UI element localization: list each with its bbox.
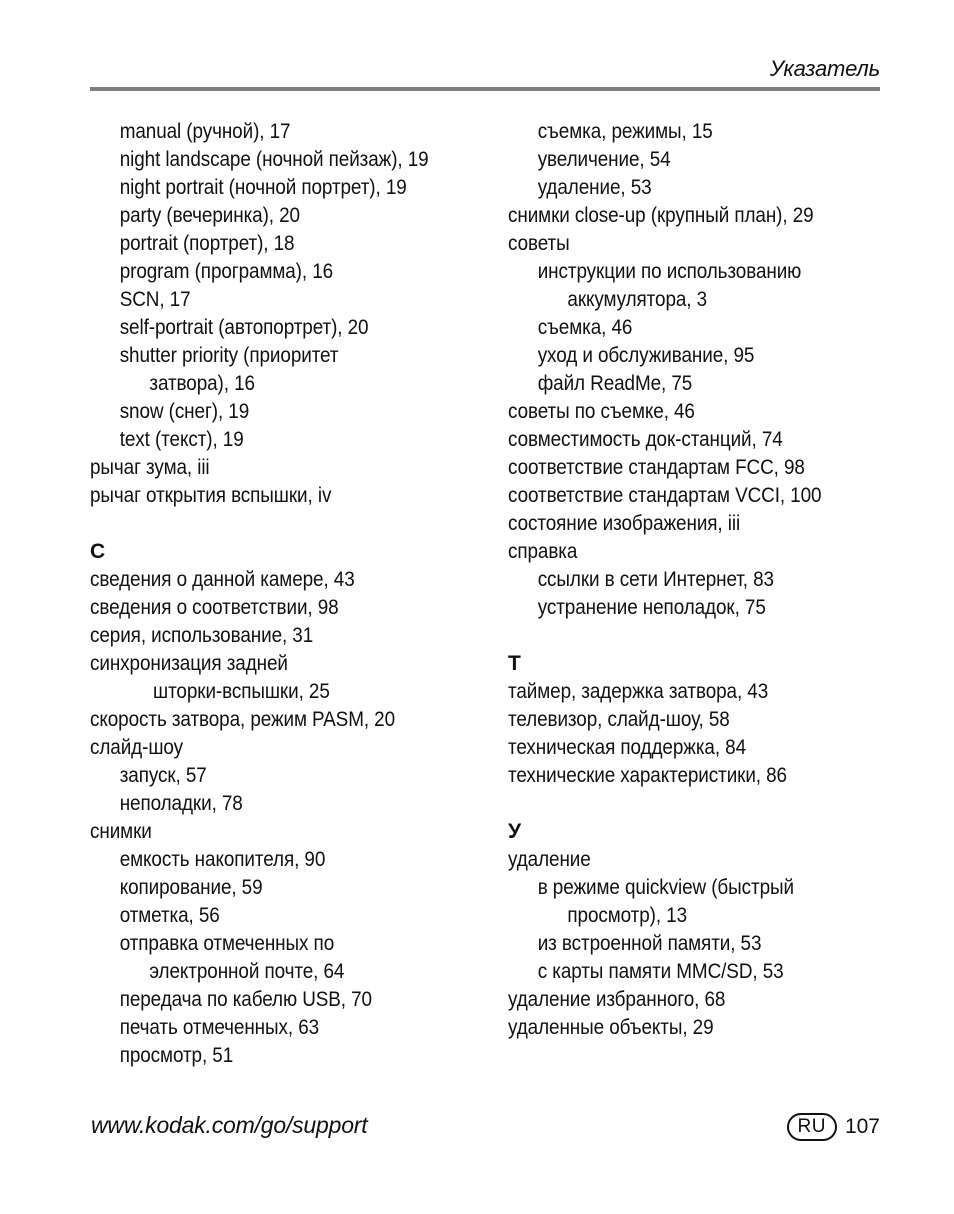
index-subentry: удаление, 53 — [537, 176, 652, 199]
index-entry: сведения о данной камере, 43 — [90, 568, 355, 591]
index-subentry: неполадки, 78 — [119, 792, 243, 815]
index-subentry: отправка отмеченных по — [119, 932, 335, 955]
index-entry: серия, использование, 31 — [90, 624, 314, 647]
index-subentry: съемка, режимы, 15 — [537, 120, 713, 143]
index-subentry: из встроенной памяти, 53 — [537, 932, 762, 955]
index-subentry: увеличение, 54 — [537, 148, 671, 171]
index-entry: удаленные объекты, 29 — [508, 1016, 714, 1039]
index-entry: справка — [508, 540, 578, 563]
index-entry: рычаг открытия вспышки, iv — [90, 484, 332, 507]
index-subentry: отметка, 56 — [119, 904, 220, 927]
index-subentry: portrait (портрет), 18 — [119, 232, 295, 255]
index-entry: состояние изображения, iii — [508, 512, 741, 535]
index-subentry: ссылки в сети Интернет, 83 — [537, 568, 774, 591]
index-entry: удаление — [508, 848, 591, 871]
index-subentry: SCN, 17 — [119, 288, 191, 311]
index-subentry: емкость накопителя, 90 — [119, 848, 326, 871]
index-subentry: устранение неполадок, 75 — [537, 596, 766, 619]
index-entry: снимки — [90, 820, 152, 843]
index-entry: соответствие стандартам FCC, 98 — [508, 456, 805, 479]
language-badge: RU — [787, 1113, 837, 1141]
index-entry: таймер, задержка затвора, 43 — [508, 680, 769, 703]
index-entry: удаление избранного, 68 — [508, 988, 726, 1011]
index-subentry: печать отмеченных, 63 — [119, 1016, 320, 1039]
index-subentry: файл ReadMe, 75 — [537, 372, 693, 395]
index-subentry: аккумулятора, 3 — [567, 288, 708, 311]
running-header: Указатель — [769, 56, 880, 81]
index-subentry: в режиме quickview (быстрый — [537, 876, 794, 899]
index-subentry: передача по кабелю USB, 70 — [119, 988, 372, 1011]
index-entry: рычаг зума, iii — [90, 456, 210, 479]
index-subentry: night portrait (ночной портрет), 19 — [119, 176, 407, 199]
index-entry: техническая поддержка, 84 — [508, 736, 747, 759]
index-subentry: manual (ручной), 17 — [119, 120, 291, 143]
index-entry: соответствие стандартам VCCI, 100 — [508, 484, 822, 507]
index-subentry: snow (снег), 19 — [119, 400, 250, 423]
index-entry: синхронизация задней — [90, 652, 288, 675]
index-entry: совместимость док-станций, 74 — [508, 428, 783, 451]
index-entry: снимки close-up (крупный план), 29 — [508, 204, 814, 227]
index-entry: слайд-шоу — [90, 736, 183, 759]
index-subentry: уход и обслуживание, 95 — [537, 344, 755, 367]
header-divider — [90, 87, 880, 91]
index-subentry: шторки-вспышки, 25 — [153, 680, 330, 703]
index-entry: советы — [508, 232, 570, 255]
section-letter: У — [508, 820, 522, 843]
index-entry: технические характеристики, 86 — [508, 764, 787, 787]
index-entry: сведения о соответствии, 98 — [90, 596, 339, 619]
index-subentry: электронной почте, 64 — [149, 960, 345, 983]
page-number: 107 — [844, 1115, 880, 1138]
index-entry: советы по съемке, 46 — [508, 400, 695, 423]
support-url: www.kodak.com/go/support — [91, 1112, 368, 1138]
index-entry: телевизор, слайд-шоу, 58 — [508, 708, 730, 731]
section-letter: С — [90, 540, 106, 563]
index-subentry: party (вечеринка), 20 — [119, 204, 300, 227]
index-subentry: просмотр), 13 — [567, 904, 688, 927]
index-subentry: затвора), 16 — [149, 372, 255, 395]
index-subentry: text (текст), 19 — [119, 428, 244, 451]
index-subentry: просмотр, 51 — [119, 1044, 234, 1067]
index-subentry: self-portrait (автопортрет), 20 — [119, 316, 369, 339]
index-subentry: night landscape (ночной пейзаж), 19 — [119, 148, 429, 171]
page-footer-right — [787, 1113, 881, 1141]
index-column-right — [508, 118, 888, 1042]
index-entry: скорость затвора, режим PASM, 20 — [90, 708, 396, 731]
index-subentry: запуск, 57 — [119, 764, 207, 787]
index-subentry: копирование, 59 — [119, 876, 263, 899]
section-letter: Т — [508, 652, 521, 675]
index-subentry: program (программа), 16 — [119, 260, 334, 283]
index-subentry: инструкции по использованию — [537, 260, 802, 283]
index-subentry: съемка, 46 — [537, 316, 633, 339]
index-subentry: с карты памяти MMC/SD, 53 — [537, 960, 784, 983]
index-column-left — [90, 118, 500, 1070]
index-subentry: shutter priority (приоритет — [119, 344, 339, 367]
